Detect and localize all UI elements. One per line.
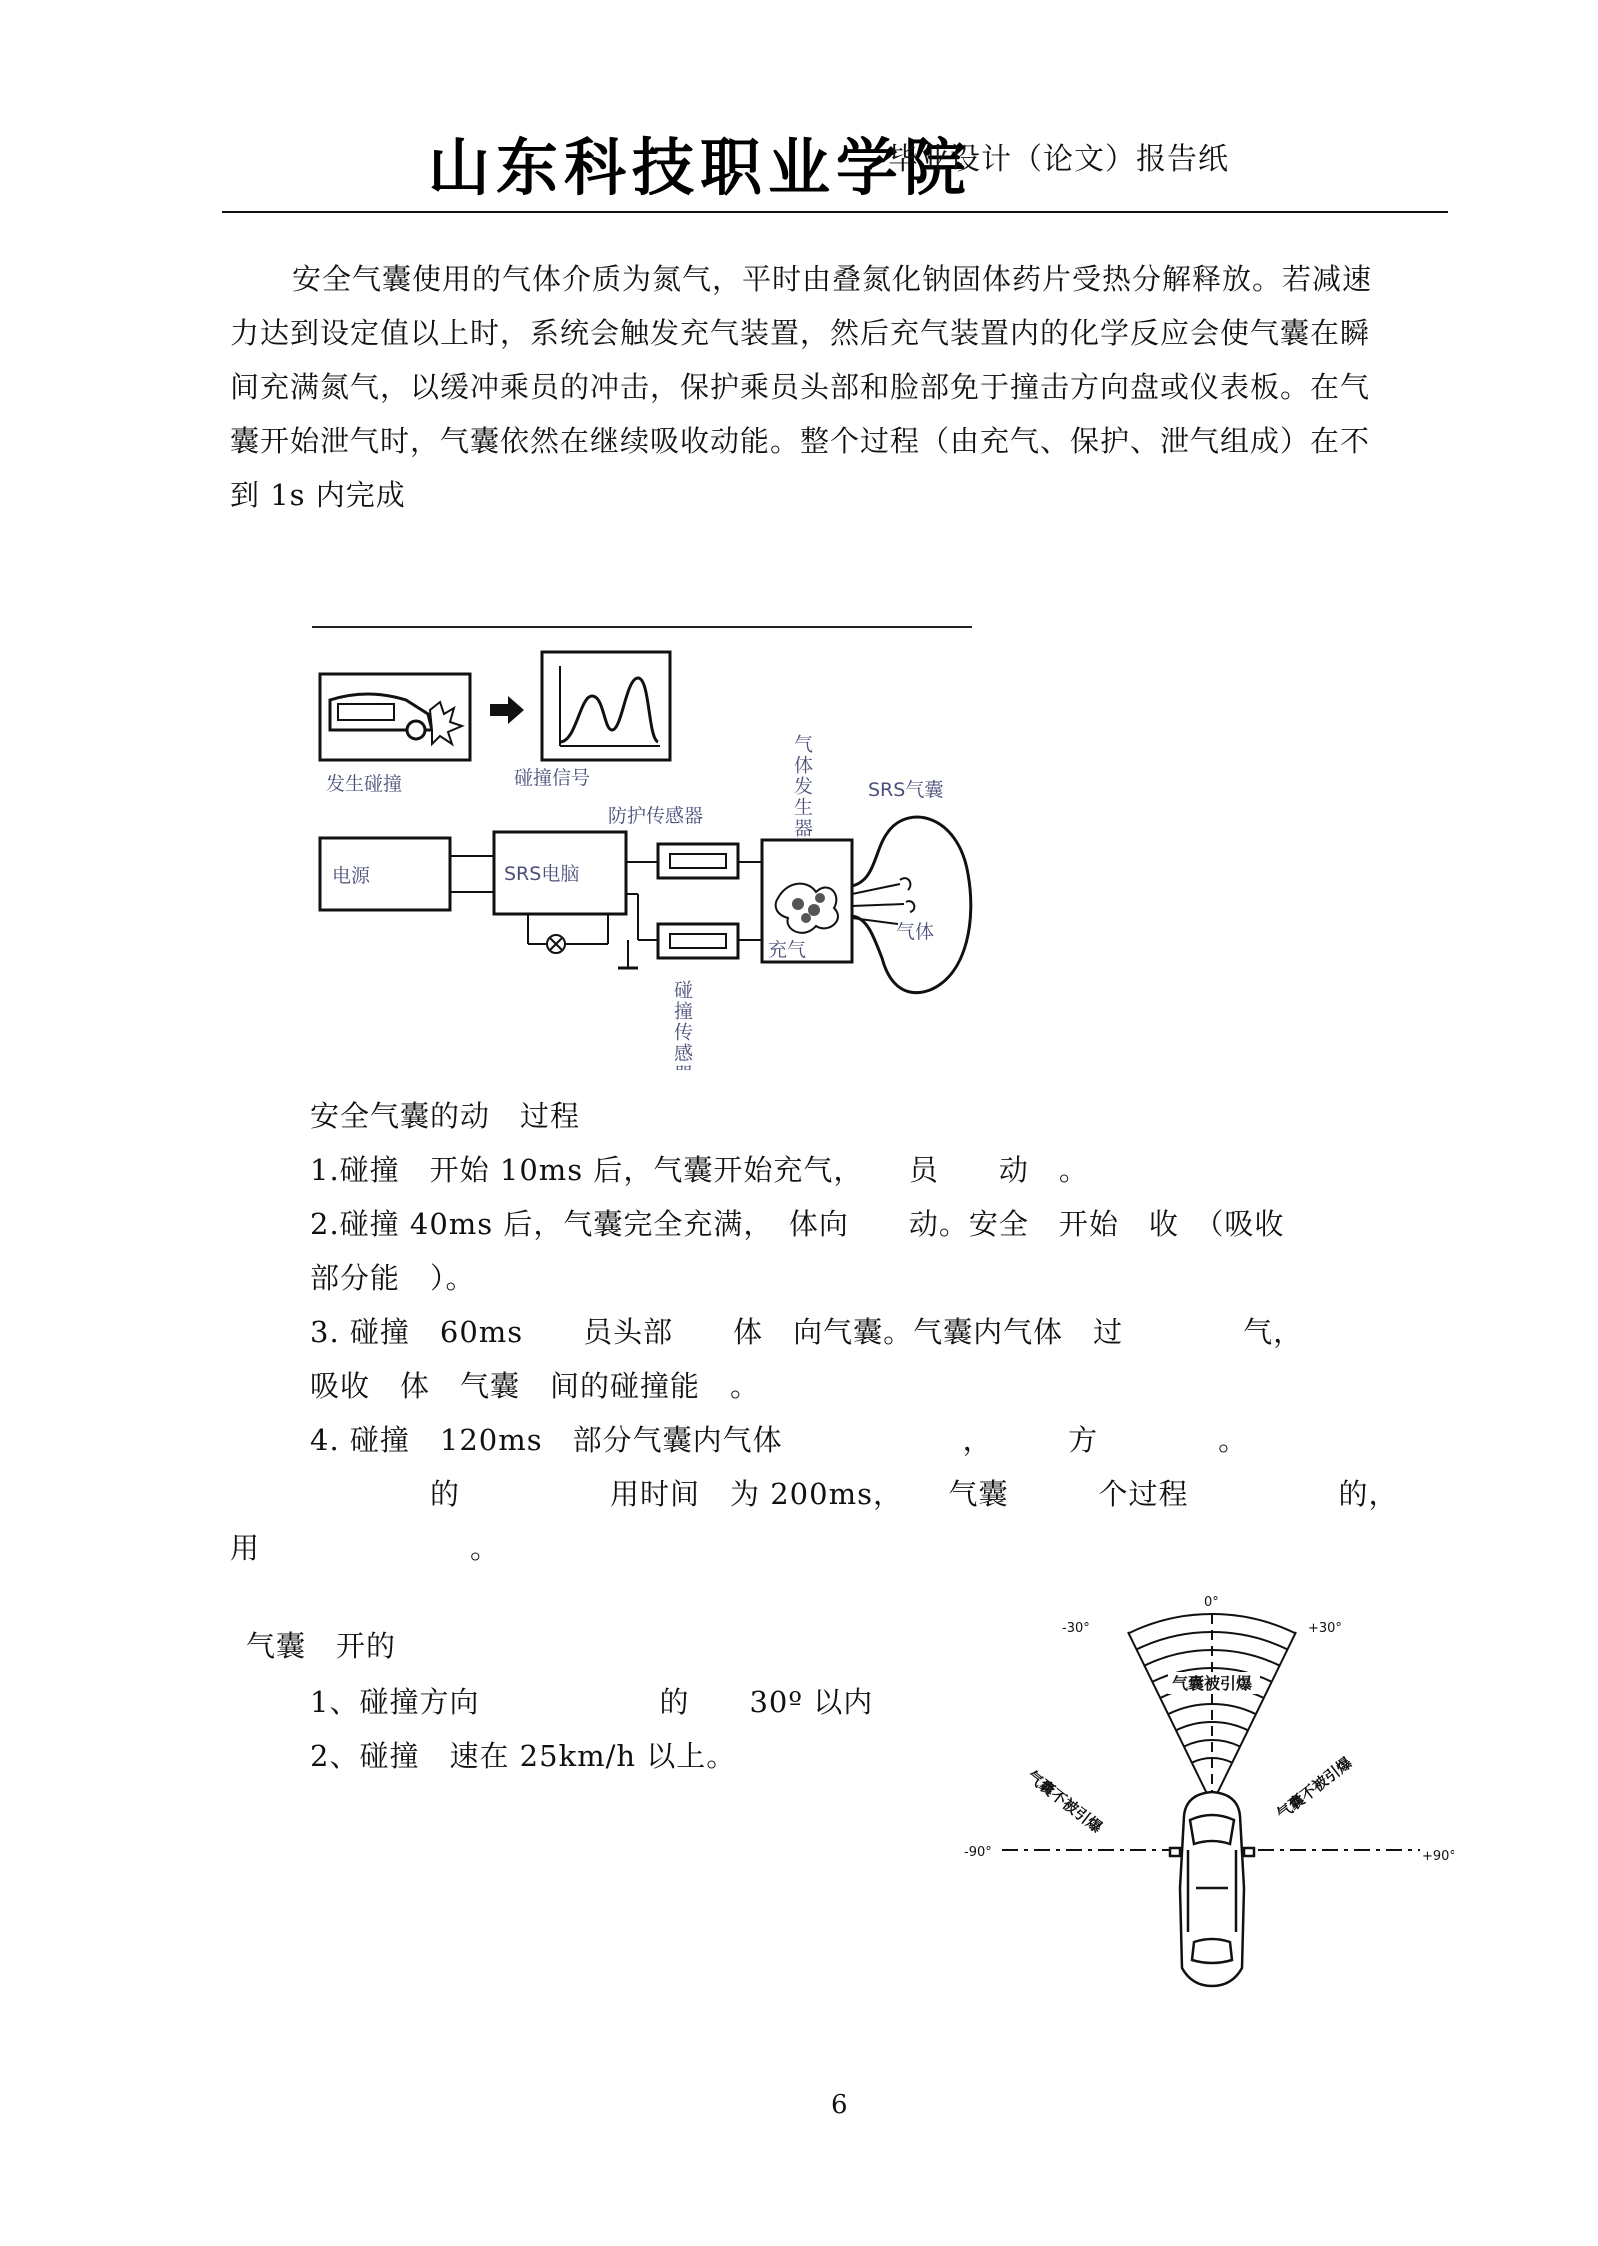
zone-fire-label: 气囊被引爆 <box>1172 1674 1253 1693</box>
zone-no-left-label: 气囊不被引爆 <box>1023 1766 1106 1837</box>
condition-item: 1、碰撞方向 的 30º 以内 <box>310 1685 874 1719</box>
angle-far-left: -90° <box>964 1845 992 1860</box>
sector-edge-left <box>1128 1632 1212 1804</box>
angle-right: +30° <box>1308 1621 1342 1636</box>
process-step: 1.碰撞 开始 10ms 后，气囊开始充气， 员 动 。 <box>310 1153 1089 1187</box>
svg-text:气体发生器: 气体发生器 <box>791 734 813 839</box>
process-step: 4. 碰撞 120ms 部分气囊内气体 ， 方 。 <box>310 1423 1249 1457</box>
label-inflate: 充气 <box>768 939 807 961</box>
conditions-title: 气囊 开的 <box>246 1629 397 1663</box>
intro-line: 间充满氮气，以缓冲乘员的冲击，保护乘员头部和脸部免于撞击方向盘或仪表板。在气 <box>230 370 1371 404</box>
label-guard-sensor: 防护传感器 <box>608 805 704 827</box>
process-step: 用 。 <box>230 1531 501 1565</box>
label-gas-generator <box>791 734 813 839</box>
signal-wave-icon <box>542 652 670 760</box>
process-step: 3. 碰撞 60ms 员头部 体 向气囊。气囊内气体 过 气， <box>310 1315 1304 1349</box>
car-top-view-icon <box>1170 1792 1254 1986</box>
label-gas: 气体 <box>896 921 935 943</box>
condition-item: 2、碰撞 速在 25km/h 以上。 <box>310 1739 737 1773</box>
angle-left: -30° <box>1062 1621 1090 1636</box>
intro-line: 到 1s 内完成 <box>230 478 406 512</box>
intro-line: 安全气囊使用的气体介质为氮气，平时由叠氮化钠固体药片受热分解释放。若减速 <box>292 262 1373 296</box>
angle-top: 0° <box>1204 1595 1219 1610</box>
label-signal: 碰撞信号 <box>514 767 591 789</box>
deployment-angle-diagram <box>962 1588 1454 1996</box>
process-title: 安全气囊的动 过程 <box>310 1099 581 1133</box>
intro-line: 力达到设定值以上时，系统会触发充气装置，然后充气装置内的化学反应会使气囊在瞬 <box>230 316 1371 350</box>
intro-line: 囊开始泄气时，气囊依然在继续吸收动能。整个过程（由充气、保护、泄气组成）在不 <box>230 424 1371 458</box>
label-ecu: SRS电脑 <box>504 863 580 885</box>
arrow-right-icon <box>490 696 524 724</box>
label-srs-bag: SRS气囊 <box>868 779 944 801</box>
school-name: 山东科技职业学院 <box>428 131 973 204</box>
process-step: 部分能 ）。 <box>310 1261 476 1295</box>
airbag-system-diagram <box>308 618 978 1070</box>
page-number: 6 <box>831 2090 848 2120</box>
label-crash: 发生碰撞 <box>326 773 403 795</box>
process-step: 2.碰撞 40ms 后，气囊完全充满， 体向 动。安全 开始 收 （吸收 <box>310 1207 1285 1241</box>
svg-text:碰撞传感器: 碰撞传感器 <box>671 980 693 1070</box>
zone-no-right-label: 气囊不被引爆 <box>1273 1753 1356 1824</box>
header-rule <box>222 211 1448 213</box>
label-crash-sensor <box>671 980 693 1070</box>
sector-edge-right <box>1212 1632 1296 1804</box>
label-power: 电源 <box>332 865 371 887</box>
process-step: 吸收 体 气囊 间的碰撞能 。 <box>310 1369 761 1403</box>
report-subtitle: 毕业设计（论文）报告纸 <box>888 142 1229 177</box>
process-step: 的 用时间 为 200ms， 气囊 个过程 的， <box>310 1477 1399 1511</box>
crash-car-icon <box>320 674 470 760</box>
angle-far-right: +90° <box>1422 1849 1454 1864</box>
